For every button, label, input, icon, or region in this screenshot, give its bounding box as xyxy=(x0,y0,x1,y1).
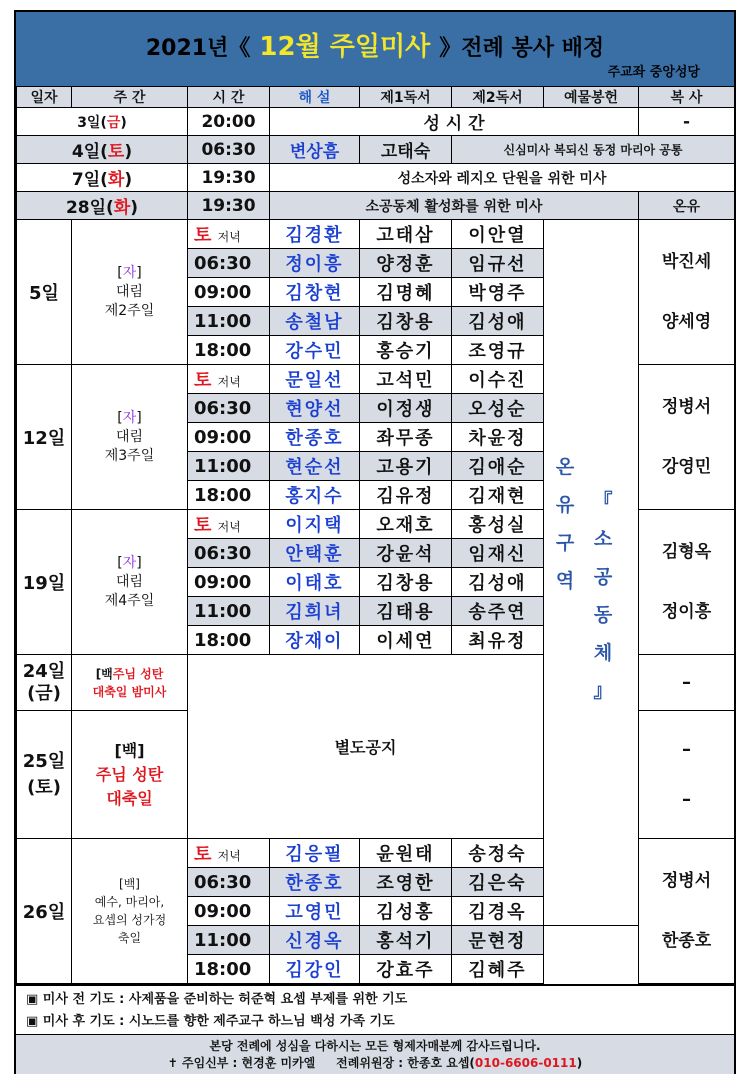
special-time: 19:30 xyxy=(188,164,270,192)
signature-line: ✝ 주임신부 : 현경훈 미카엘 전례위원장 : 한종호 요셉(010-6606-0111) xyxy=(167,1056,583,1070)
table-row xyxy=(17,164,735,192)
sunday-date: 12일 xyxy=(17,365,72,510)
sunday-week: [자] 대림 제4주일 xyxy=(72,510,188,655)
server-names: 정병서 강영민 xyxy=(639,365,735,510)
reader1-name: 김창용 xyxy=(360,307,452,336)
reader2-name: 이수진 xyxy=(452,365,544,394)
commentary-name: 김희녀 xyxy=(270,597,360,626)
schedule-sheet xyxy=(14,10,736,1074)
reader2-name: 차윤정 xyxy=(452,423,544,452)
reader2-name: 임재신 xyxy=(452,539,544,568)
mass-time: 06:30 xyxy=(188,394,270,423)
col-date: 일자 xyxy=(17,87,72,108)
commentary-name: 김창현 xyxy=(270,278,360,307)
reader1-name: 강윤석 xyxy=(360,539,452,568)
special-time: 06:30 xyxy=(188,136,270,164)
reader2-name: 임규선 xyxy=(452,249,544,278)
reader2-name: 이안열 xyxy=(452,220,544,249)
special-time: 19:30 xyxy=(188,192,270,220)
reader2-name: 김경옥 xyxy=(452,897,544,926)
col-offering: 예물봉헌 xyxy=(544,87,639,108)
commentary-name: 장재이 xyxy=(270,626,360,655)
mass-time: 토 저녁 xyxy=(188,510,270,539)
reader1-name: 양정훈 xyxy=(360,249,452,278)
reader2-name: 김성애 xyxy=(452,307,544,336)
mass-time: 09:00 xyxy=(188,897,270,926)
reader1-name: 오재호 xyxy=(360,510,452,539)
commentary-name: 이태호 xyxy=(270,568,360,597)
special-desc: 성소자와 레지오 단원을 위한 미사 xyxy=(270,164,735,192)
commentary-name: 정이흥 xyxy=(270,249,360,278)
commentary-name: 김경환 xyxy=(270,220,360,249)
special-date: 7일(화) xyxy=(17,164,188,192)
commentary-name: 이지택 xyxy=(270,510,360,539)
table-row xyxy=(17,136,735,164)
table-row xyxy=(17,220,735,249)
reader2-name: 송정숙 xyxy=(452,839,544,868)
prayer-before: ▣ 미사 전 기도 : 사제품을 준비하는 허준혁 요셉 부제를 위한 기도 xyxy=(26,992,408,1007)
special-date: 3일(금) xyxy=(17,108,188,136)
special-server: - xyxy=(639,108,735,136)
mass-time: 11:00 xyxy=(188,597,270,626)
table-row xyxy=(17,108,735,136)
mass-time: 09:00 xyxy=(188,423,270,452)
special-desc: 신심미사 복되신 동정 마리아 공통 xyxy=(452,136,735,164)
mass-time: 06:30 xyxy=(188,539,270,568)
commentary-name: 현순선 xyxy=(270,452,360,481)
christmas-eve-title: [백주님 성탄 대축일 밤미사 xyxy=(72,655,188,711)
reader1-name: 고석민 xyxy=(360,365,452,394)
reader2-name: 최유정 xyxy=(452,626,544,655)
reader1-name: 윤원태 xyxy=(360,839,452,868)
mass-time: 11:00 xyxy=(188,926,270,955)
sunday-date: 26일 xyxy=(17,839,72,984)
offering-cell xyxy=(544,220,639,926)
reader2-name: 문현정 xyxy=(452,926,544,955)
special-date: 28일(화) xyxy=(17,192,188,220)
commentary-name: 한종호 xyxy=(270,423,360,452)
reader2-name: 김은숙 xyxy=(452,868,544,897)
mass-time: 18:00 xyxy=(188,955,270,984)
reader2-name: 김재현 xyxy=(452,481,544,510)
reader2-name: 박영주 xyxy=(452,278,544,307)
table-header xyxy=(17,87,735,108)
special-desc: 소공동체 활성화를 위한 미사 xyxy=(270,192,639,220)
reader2-name: 김애순 xyxy=(452,452,544,481)
mass-time: 09:00 xyxy=(188,278,270,307)
mass-time: 06:30 xyxy=(188,249,270,278)
commentary-name: 한종호 xyxy=(270,868,360,897)
reader2-name: 오성순 xyxy=(452,394,544,423)
sunday-week: [자] 대림 제3주일 xyxy=(72,365,188,510)
reader1-name: 김명혜 xyxy=(360,278,452,307)
reader1-name: 고태삼 xyxy=(360,220,452,249)
commentary-name: 고영민 xyxy=(270,897,360,926)
col-server: 복 사 xyxy=(639,87,735,108)
mass-time: 09:00 xyxy=(188,568,270,597)
commentary-name: 신경옥 xyxy=(270,926,360,955)
sunday-date: 5일 xyxy=(17,220,72,365)
commentary-name: 송철남 xyxy=(270,307,360,336)
commentary-name: 문일선 xyxy=(270,365,360,394)
commentary-name: 강수민 xyxy=(270,336,360,365)
reader1-name: 김태용 xyxy=(360,597,452,626)
parish-name: 주교좌 중앙성당 xyxy=(607,65,700,80)
server-names: 박진세 양세영 xyxy=(639,220,735,365)
reader1-name: 김창용 xyxy=(360,568,452,597)
mass-time: 11:00 xyxy=(188,307,270,336)
special-time: 20:00 xyxy=(188,108,270,136)
col-reader2: 제2독서 xyxy=(452,87,544,108)
commentary-name: 안택훈 xyxy=(270,539,360,568)
col-commentary: 해 설 xyxy=(270,87,360,108)
col-time: 시 간 xyxy=(188,87,270,108)
prayer-after: ▣ 미사 후 기도 : 시노드를 향한 제주교구 하느님 백성 가족 기도 xyxy=(26,1014,395,1029)
reader1-name: 김유정 xyxy=(360,481,452,510)
reader1-name: 김성홍 xyxy=(360,897,452,926)
mass-time: 18:00 xyxy=(188,481,270,510)
mass-time: 18:00 xyxy=(188,336,270,365)
mass-time: 토 저녁 xyxy=(188,220,270,249)
mass-time: 11:00 xyxy=(188,452,270,481)
sunday-date: 19일 xyxy=(17,510,72,655)
col-reader1: 제1독서 xyxy=(360,87,452,108)
special-server: 온유 xyxy=(639,192,735,220)
christmas-day-server: – – xyxy=(639,711,735,839)
mass-time: 18:00 xyxy=(188,626,270,655)
reader1-name: 조영한 xyxy=(360,868,452,897)
header-bar xyxy=(16,12,734,88)
reader2-name: 김혜주 xyxy=(452,955,544,984)
reader1-name: 홍석기 xyxy=(360,926,452,955)
commentary-name: 김응필 xyxy=(270,839,360,868)
commentary-name: 김강인 xyxy=(270,955,360,984)
special-desc: 성 시 간 xyxy=(270,108,639,136)
reader2-name: 송주연 xyxy=(452,597,544,626)
reader1-name: 이정생 xyxy=(360,394,452,423)
reader2-name: 김성애 xyxy=(452,568,544,597)
schedule-table xyxy=(16,86,735,984)
thanks-footer xyxy=(16,1034,734,1074)
special-reader1: 고태숙 xyxy=(360,136,452,164)
reader1-name: 고용기 xyxy=(360,452,452,481)
christmas-eve-server: – xyxy=(639,655,735,711)
reader1-name: 강효주 xyxy=(360,955,452,984)
sunday-week: [백] 예수, 마리아, 요셉의 성가정 축일 xyxy=(72,839,188,984)
thanks-text: 본당 전례에 성심을 다하시는 모든 형제자매분께 감사드립니다. xyxy=(209,1039,541,1053)
mass-time: 토 저녁 xyxy=(188,839,270,868)
title-highlight: 12월 주일미사 xyxy=(250,32,440,62)
reader1-name: 홍승기 xyxy=(360,336,452,365)
commentary-name: 현양선 xyxy=(270,394,360,423)
offering-side: 『 소 공 동 체 』 xyxy=(593,490,613,702)
reader2-name: 조영규 xyxy=(452,336,544,365)
reader1-name: 이세연 xyxy=(360,626,452,655)
page-title: 2021년《 12월 주일미사 》전례 봉사 배정 xyxy=(145,32,605,62)
col-week: 주 간 xyxy=(72,87,188,108)
offering-group: 온 유 구 역 xyxy=(555,456,575,592)
christmas-day-date: 25일 (토) xyxy=(17,711,72,839)
server-names: 김형옥 정이흥 xyxy=(639,510,735,655)
special-date: 4일(토) xyxy=(17,136,188,164)
separate-notice: 별도공지 xyxy=(188,655,544,839)
mass-time: 06:30 xyxy=(188,868,270,897)
christmas-eve-date: 24일 (금) xyxy=(17,655,72,711)
server-names: 정병서 한종호 xyxy=(639,839,735,984)
prayer-notes xyxy=(16,984,734,1036)
commentary-name: 홍지수 xyxy=(270,481,360,510)
reader1-name: 좌무종 xyxy=(360,423,452,452)
reader2-name: 홍성실 xyxy=(452,510,544,539)
mass-time: 토 저녁 xyxy=(188,365,270,394)
sunday-week: [자] 대림 제2주일 xyxy=(72,220,188,365)
special-commentary: 변상흠 xyxy=(270,136,360,164)
table-row xyxy=(17,192,735,220)
christmas-day-title: [백] 주님 성탄 대축일 xyxy=(72,711,188,839)
